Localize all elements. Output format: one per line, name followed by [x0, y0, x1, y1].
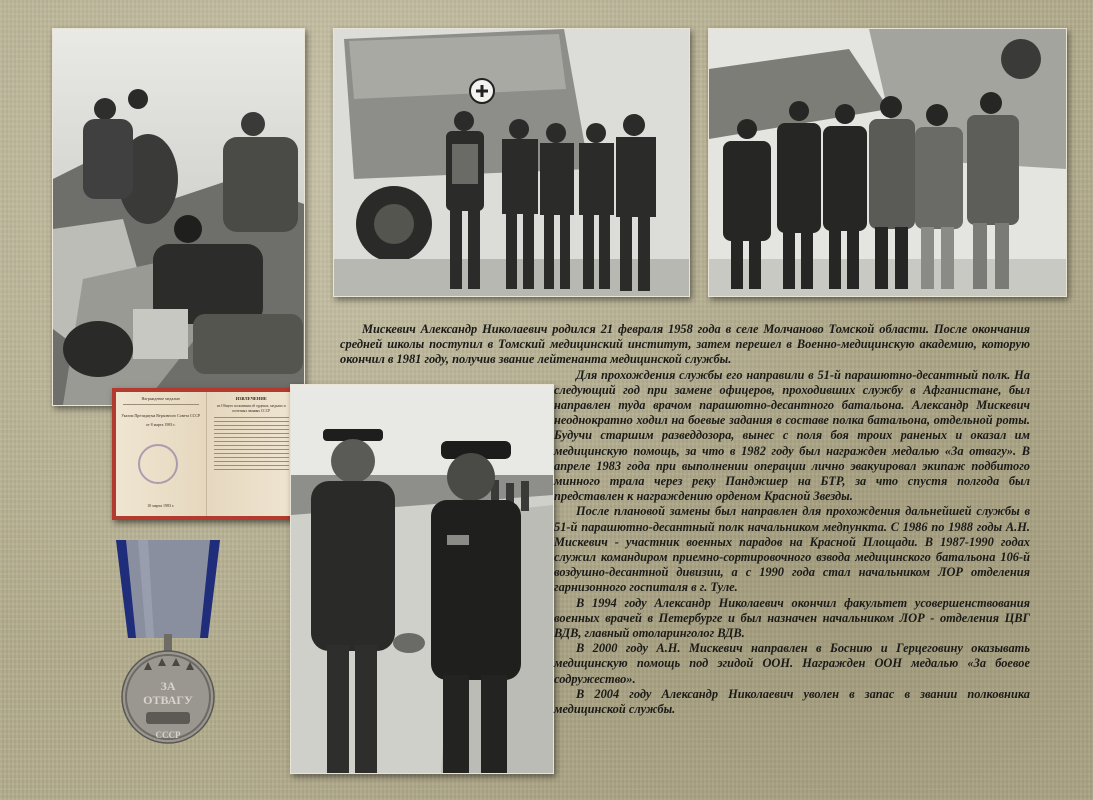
photo-officers-by-vehicle	[333, 28, 690, 297]
photo-group-winter	[708, 28, 1067, 297]
certificate-left-body: Указом Президиума Верховного Совета СССР	[121, 413, 201, 418]
medal-inscription-mid: ОТВАГУ	[143, 693, 193, 707]
medal-inscription-bottom: СССР	[155, 730, 181, 740]
biography-paragraph-2: Для прохождения службы его направили в 51-й парашютно-десантный полк. На следующий год при замене офицеров, проходивших службу в Афганистане, был направлен туда врачом парашютно-десантного батальона. Александр Мискевич неоднократно ходил на боевые задания в составе полка батальона, отдельной роты. Будучи старшим разведдозора, вынес с поля боя троих раненых и оказал им медицинскую помощь, за что в 1982 году был награжден медалью «За отвагу». В апреле 1983 года при выполнении операции лично эвакуировал экипаж подбитого минного трала через реку Панджшер на БТР, за что спустя полгода был представлен к награждению орденом Красной Звезды.	[554, 367, 1030, 504]
certificate-right-subtitle: из Общего положения об орденах, медалях и почетных званиях СССР	[216, 404, 286, 413]
certificate-left-page	[116, 392, 207, 516]
biography-paragraph-5: В 2000 году А.Н. Мискевич направлен в Боснию и Герцеговину оказывать медицинскую помощь под эгидой ООН. Награжден ООН медалью «За боевое содружество».	[554, 641, 1030, 686]
certificate-right-title: ИЗВЛЕЧЕНИЕ	[235, 396, 267, 401]
certificate-left-bottom: 10 марта 1983 г.	[147, 503, 175, 508]
biography-text	[340, 322, 1030, 717]
photo-soldiers-on-rocks	[52, 28, 305, 406]
certificate-left-header: Награждение медалью	[141, 396, 181, 401]
biography-paragraph-1: Мискевич Александр Николаевич родился 21 февраля 1958 года в селе Молчаново Томской области. После окончания средней школы поступил в Томский медицинский институт, затем перешел в Военно-медицинскую академию, которую окончил в 1981 году, получив звание лейтенанта медицинской службы.	[340, 322, 1030, 367]
certificate-right-page	[207, 392, 297, 516]
certificate-left-date: от 8 марта 1983 г.	[145, 422, 176, 427]
stamp-icon	[138, 444, 178, 484]
biography-paragraph-4: В 1994 году Александр Николаевич окончил факультет усовершенствования военных врачей в Петербурге и был назначен начальником ЛОР - отделения ЦВГ ВДВ, главный отоларинголог ВДВ.	[554, 595, 1030, 641]
biography-paragraph-6: В 2004 году Александр Николаевич уволен в запас в звании полковника медицинской службы.	[554, 686, 1030, 717]
biography-paragraph-3: После плановой замены был направлен для прохождения дальнейшей службы в 51-й парашютно-десантный полк начальником медпункта. С 1986 по 1988 годы А.Н. Мискевич - участник военных парадов на Красной Площади. В 1987-1990 годах служил командиром приемно-сортировочного взвода медицинского батальона 106-й воздушно-десантной дивизии, а с 1990 года стал начальником ЛОР отделения гарнизонного госпиталя в г. Туле.	[554, 504, 1030, 595]
medal-inscription-top: ЗА	[160, 679, 176, 693]
award-certificate	[112, 388, 300, 520]
medal-for-courage	[108, 530, 228, 750]
